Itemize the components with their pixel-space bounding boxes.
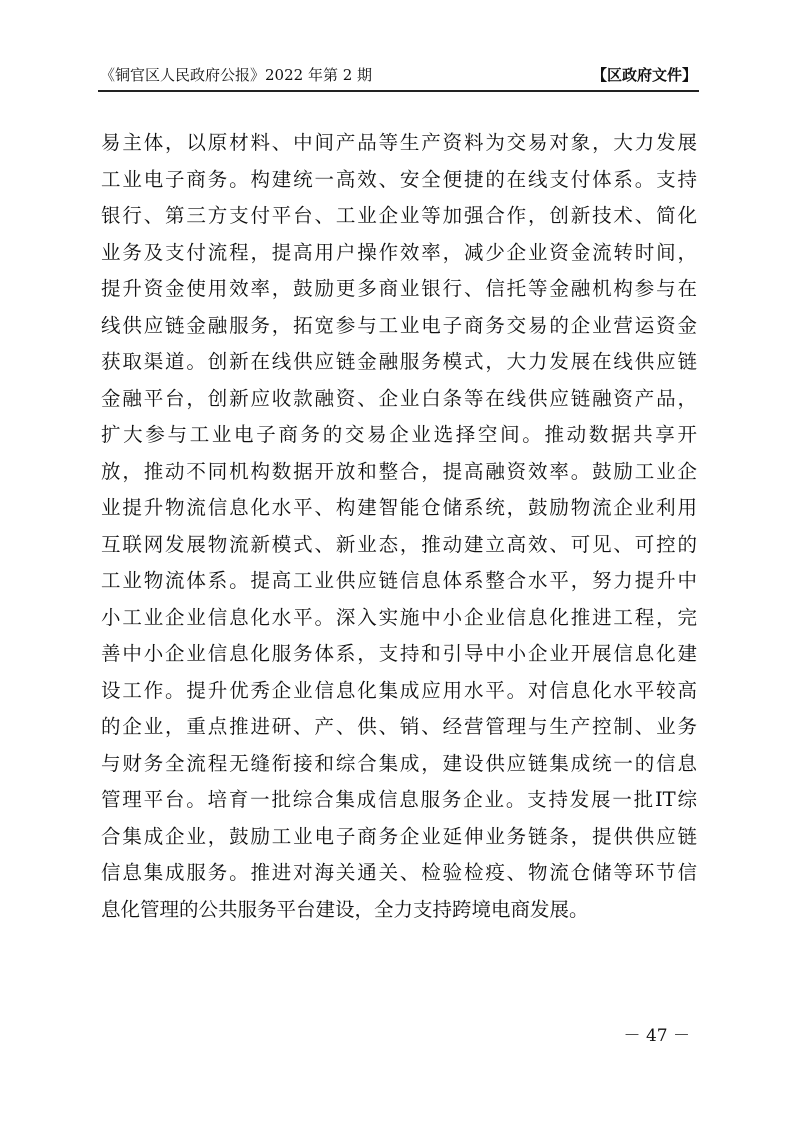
paragraph-line: 易主体，以原材料、中间产品等生产资料为交易对象，大力发展 bbox=[101, 131, 697, 154]
paragraph-line: 设工作。提升优秀企业信息化集成应用水平。对信息化水平较高 bbox=[101, 678, 697, 702]
paragraph-line: 与财务全流程无缝衔接和综合集成，建设供应链集成统一的信息 bbox=[101, 751, 697, 775]
paragraph-line: 的企业，重点推进研、产、供、销、经营管理与生产控制、业务 bbox=[101, 715, 697, 738]
paragraph-line: 提升资金使用效率，鼓励更多商业银行、信托等金融机构参与在 bbox=[101, 277, 697, 300]
paragraph-line: 工业电子商务。构建统一高效、安全便捷的在线支付体系。支持 bbox=[101, 167, 697, 191]
paragraph-line: 息化管理的公共服务平台建设，全力支持跨境电商发展。 bbox=[101, 897, 589, 921]
publication-title: 《铜官区人民政府公报》2022 年第 2 期 bbox=[100, 66, 373, 84]
header-divider bbox=[98, 90, 699, 92]
paragraph-line: 信息集成服务。推进对海关通关、检验检疫、物流仓储等环节信 bbox=[101, 861, 697, 884]
section-label: 【区政府文件】 bbox=[591, 66, 697, 84]
page-header bbox=[100, 62, 697, 88]
paragraph-line: 业提升物流信息化水平、构建智能仓储系统，鼓励物流企业利用 bbox=[101, 496, 697, 519]
paragraph-line: 线供应链金融服务，拓宽参与工业电子商务交易的企业营运资金 bbox=[101, 313, 697, 337]
paragraph-line: 管理平台。培育一批综合集成信息服务企业。支持发展一批IT综 bbox=[101, 788, 697, 811]
paragraph-line: 善中小企业信息化服务体系，支持和引导中小企业开展信息化建 bbox=[101, 642, 697, 665]
body-paragraph bbox=[101, 125, 697, 928]
paragraph-line: 工业物流体系。提高工业供应链信息体系整合水平，努力提升中 bbox=[101, 569, 697, 592]
paragraph-line: 小工业企业信息化水平。深入实施中小企业信息化推进工程，完 bbox=[101, 605, 697, 629]
paragraph-line: 放，推动不同机构数据开放和整合，提高融资效率。鼓励工业企 bbox=[101, 459, 697, 483]
paragraph-line: 获取渠道。创新在线供应链金融服务模式，大力发展在线供应链 bbox=[101, 350, 697, 373]
page-number: － 47 － bbox=[623, 1026, 690, 1046]
paragraph-line: 业务及支付流程，提高用户操作效率，减少企业资金流转时间， bbox=[101, 240, 697, 264]
paragraph-line: 银行、第三方支付平台、工业企业等加强合作，创新技术、简化 bbox=[101, 204, 697, 227]
paragraph-line: 金融平台，创新应收款融资、企业白条等在线供应链融资产品， bbox=[101, 386, 697, 410]
paragraph-line: 合集成企业，鼓励工业电子商务企业延伸业务链条，提供供应链 bbox=[101, 824, 697, 848]
paragraph-line: 互联网发展物流新模式、新业态，推动建立高效、可见、可控的 bbox=[101, 532, 697, 556]
paragraph-line: 扩大参与工业电子商务的交易企业选择空间。推动数据共享开 bbox=[101, 423, 697, 446]
